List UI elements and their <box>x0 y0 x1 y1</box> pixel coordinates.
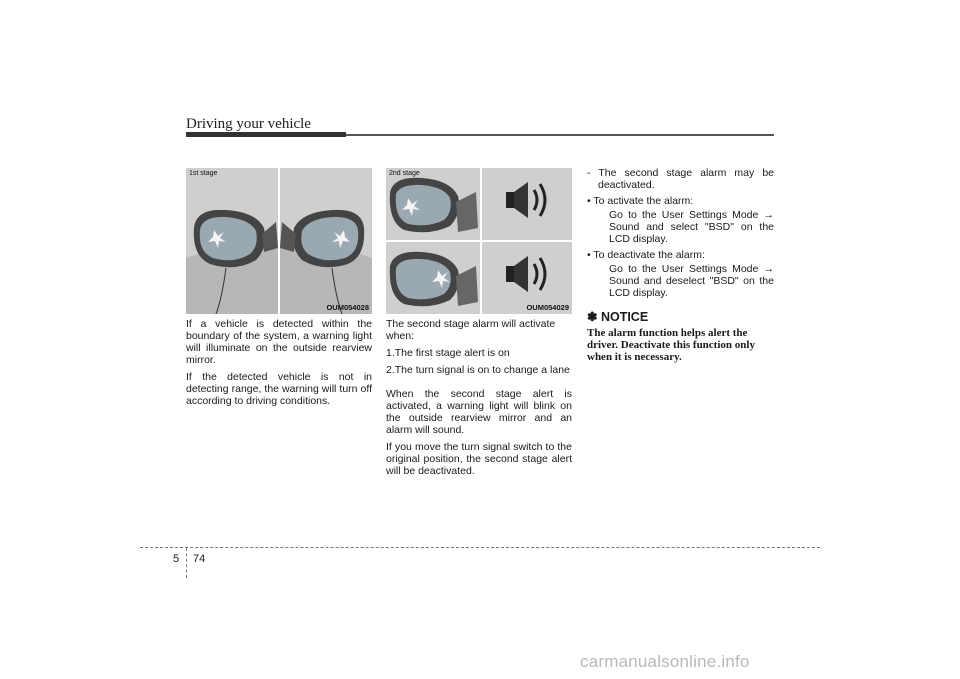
figure-2-label: 2nd stage <box>389 170 420 177</box>
notice-title: ✽ NOTICE <box>587 310 649 324</box>
mirror-alarm-illustration-2 <box>386 168 572 314</box>
figure-2-code: OUM054029 <box>526 303 569 312</box>
column-1 <box>186 318 372 412</box>
paragraph-detection: If a vehicle is detected within the boundary of the system, a warning light will illuminate on the outside rearview mirror. <box>186 318 372 366</box>
figure-1st-stage <box>186 168 372 314</box>
bullet-activate-alarm: • To activate the alarm: <box>587 195 694 207</box>
dash-item-deactivated: - The second stage alarm may be deactivated. <box>587 167 774 191</box>
paragraph-second-stage-deactivated: If you move the turn signal switch to the original position, the second stage alert will be deactivated. <box>386 441 572 477</box>
bullet-activate-alarm-steps: Go to the User Settings Mode → Sound and select "BSD" on the LCD display. <box>609 209 774 245</box>
footer-divider <box>186 548 187 578</box>
paragraph-second-stage-intro: The second stage alarm will activate when: <box>386 318 556 342</box>
footer-rule <box>140 547 820 548</box>
bullet-deactivate-alarm: • To deactivate the alarm: <box>587 249 705 261</box>
figure-1-code: OUM054028 <box>326 303 369 312</box>
column-2 <box>386 318 572 482</box>
page-header-title: Driving your vehicle <box>186 116 311 132</box>
footer-chapter-number: 5 <box>173 553 180 565</box>
notice-body: The alarm function helps alert the driver. Deactivate this function only when it is necessary. <box>587 327 755 363</box>
list-item-turn-signal: 2.The turn signal is on to change a lane <box>386 364 570 376</box>
watermark: carmanualsonline.info <box>580 652 750 671</box>
bullet-deactivate-alarm-steps: Go to the User Settings Mode → Sound and deselect "BSD" on the LCD display. <box>609 263 774 299</box>
figure-2nd-stage <box>386 168 572 314</box>
figure-1-label: 1st stage <box>189 170 218 177</box>
mirror-illustration-1 <box>186 168 372 314</box>
list-item-first-stage-on: 1.The first stage alert is on <box>386 347 510 359</box>
footer-page-number: 74 <box>193 553 206 565</box>
header-rule-accent <box>186 132 346 137</box>
paragraph-out-of-range: If the detected vehicle is not in detecting range, the warning will turn off according to driving conditions. <box>186 371 372 407</box>
paragraph-second-stage-activated: When the second stage alert is activated, a warning light will blink on the outside rearview mirror and an alarm will sound. <box>386 388 572 436</box>
column-3 <box>587 167 774 363</box>
